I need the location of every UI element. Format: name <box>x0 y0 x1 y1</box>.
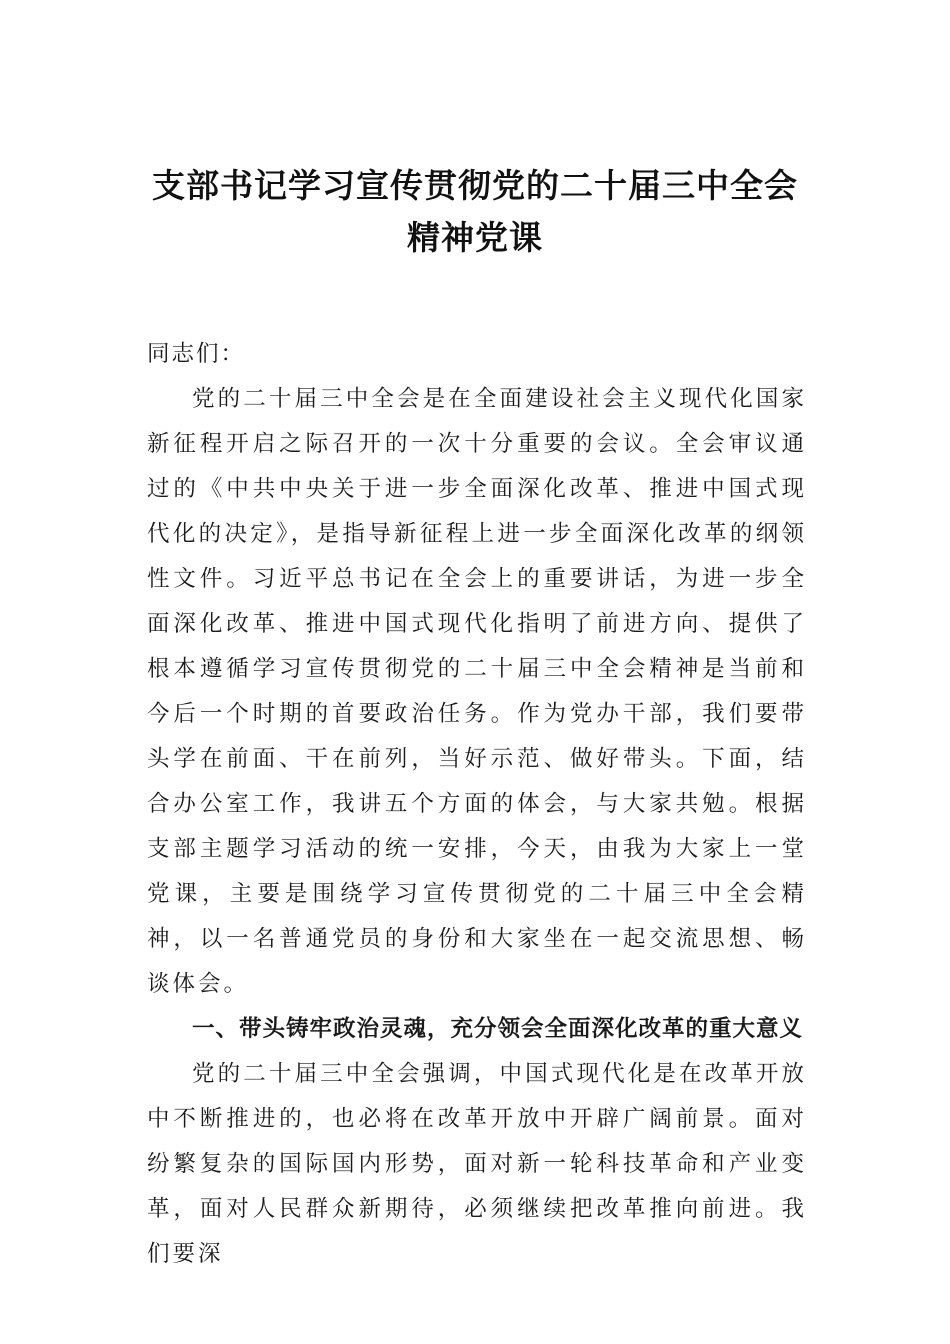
document-title: 支部书记学习宣传贯彻党的二十届三中全会精神党课 <box>152 166 798 257</box>
salutation: 同志们： <box>147 341 246 367</box>
document-body <box>147 332 807 1277</box>
section-paragraph: 党的二十届三中全会强调，中国式现代化是在改革开放中不断推进的，也必将在改革开放中开辟广阔前景。面对纷繁复杂的国际国内形势，面对新一轮科技革命和产业变革，面对人民群众新期待，必须继续把改革推向前进。我们要深 <box>147 1061 807 1267</box>
intro-paragraph: 党的二十届三中全会是在全面建设社会主义现代化国家新征程开启之际召开的一次十分重要的会议。全会审议通过的《中共中央关于进一步全面深化改革、推进中国式现代化的决定》，是指导新征程上进一步全面深化改革的纲领性文件。习近平总书记在全会上的重要讲话，为进一步全面深化改革、推进中国式现代化指明了前进方向、提供了根本遵循学习宣传贯彻党的二十届三中全会精神是当前和今后一个时期的首要政治任务。作为党办干部，我们要带头学在前面、干在前列，当好示范、做好带头。下面，结合办公室工作，我讲五个方面的体会，与大家共勉。根据支部主题学习活动的统一安排，今天，由我为大家上一堂党课，主要是围绕学习宣传贯彻党的二十届三中全会精神，以一名普通党员的身份和大家坐在一起交流思想、畅谈体会。 <box>147 386 807 997</box>
section-heading: 一、带头铸牢政治灵魂，充分领会全面深化改革的重大意义 <box>192 1016 804 1042</box>
